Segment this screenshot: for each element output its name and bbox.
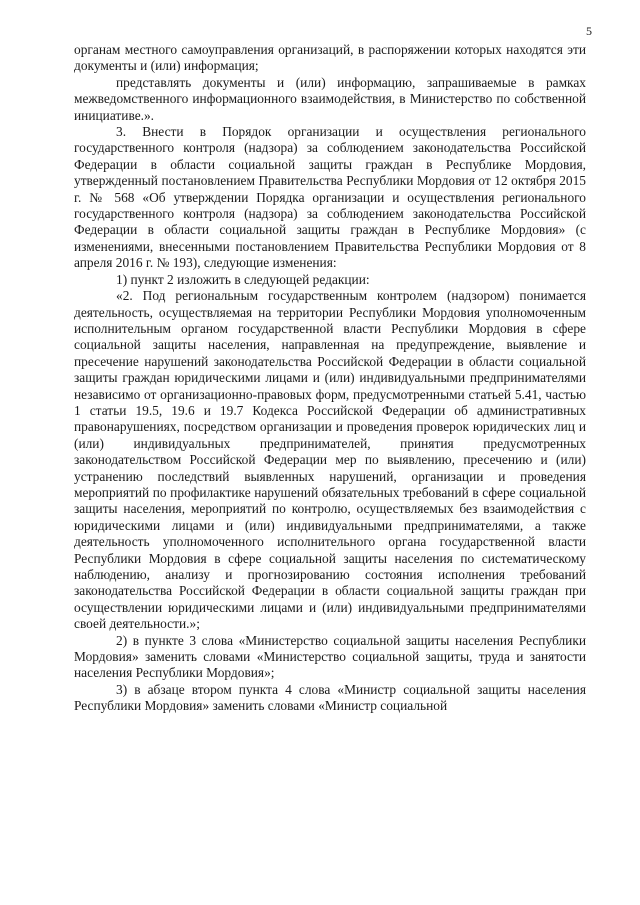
paragraph-continuation: органам местного самоуправления организаций, в распоряжении которых находятся эти документы и (или) информация; xyxy=(74,42,586,74)
paragraph-quoted-item-2: «2. Под региональным государственным контролем (надзором) понимается деятельность, осуществляемая на территории Республики Мордовия уполномоченным исполнительным органом государственной власти Республики Мордовия в сфере социальной защиты населения, направленная на предупреждение, выявление и пресечение нарушений законодательства Российской Федерации в области социальной защиты граждан юридическими лицами и (или) индивидуальными предпринимателями независимо от организационно-правовых форм, предусмотренными статьей 5.41, частью 1 статьи 19.5, 19.6 и 19.7 Кодекса Российской Федерации об административных правонарушениях, посредством организации и проведения проверок юридических лиц и (или) индивидуальных предпринимателей, принятия предусмотренных законодательством Российской Федерации мер по выявлению, пресечению и (или) устранению последствий выявленных нарушений, организации и проведения мероприятий по профилактике нарушений обязательных требований в сфере социальной защиты населения, мероприятий по контролю, осуществляемых без взаимодействия с юридическими лицами и (или) индивидуальными предпринимателями, а также деятельность уполномоченного исполнительного органа государственной власти Республики Мордовия в сфере социальной защиты населения по систематическому наблюдению, анализу и прогнозированию состояния исполнения требований законодательства Российской Федерации в области социальной защиты граждан при осуществлении юридическими лицами и (или) индивидуальными предпринимателями своей деятельности.»; xyxy=(74,288,586,632)
document-body xyxy=(74,42,586,715)
page-number: 5 xyxy=(586,24,592,38)
paragraph-subitem-1: 1) пункт 2 изложить в следующей редакции: xyxy=(116,271,370,287)
paragraph-item-3: 3. Внести в Порядок организации и осуществления регионального государственного контроля (надзора) за соблюдением законодательства Российской Федерации в области социальной защиты граждан в Республике Мордовия, утвержденный постановлением Правительства Республики Мордовия от 12 октября 2015 г. № 568 «Об утверждении Порядка организации и осуществления регионального государственного контроля (надзора) за соблюдением законодательства Российской Федерации в области социальной защиты граждан в Республике Мордовия» (с изменениями, внесенными постановлением Правительства Республики Мордовия от 8 апреля 2016 г. № 193), следующие изменения: xyxy=(74,124,586,271)
paragraph-subitem-3: 3) в абзаце втором пункта 4 слова «Министр социальной защиты населения Республики Мордовия» заменить словами «Министр социальной xyxy=(74,681,586,714)
paragraph-submit-documents: представлять документы и (или) информацию, запрашиваемые в рамках межведомственного информационного взаимодействия, в Министерство по собственной инициативе.». xyxy=(74,74,586,123)
paragraph-subitem-2: 2) в пункте 3 слова «Министерство социальной защиты населения Республики Мордовия» заменить словами «Министерство социальной защиты, труда и занятости населения Республики Мордовия»; xyxy=(74,632,586,681)
